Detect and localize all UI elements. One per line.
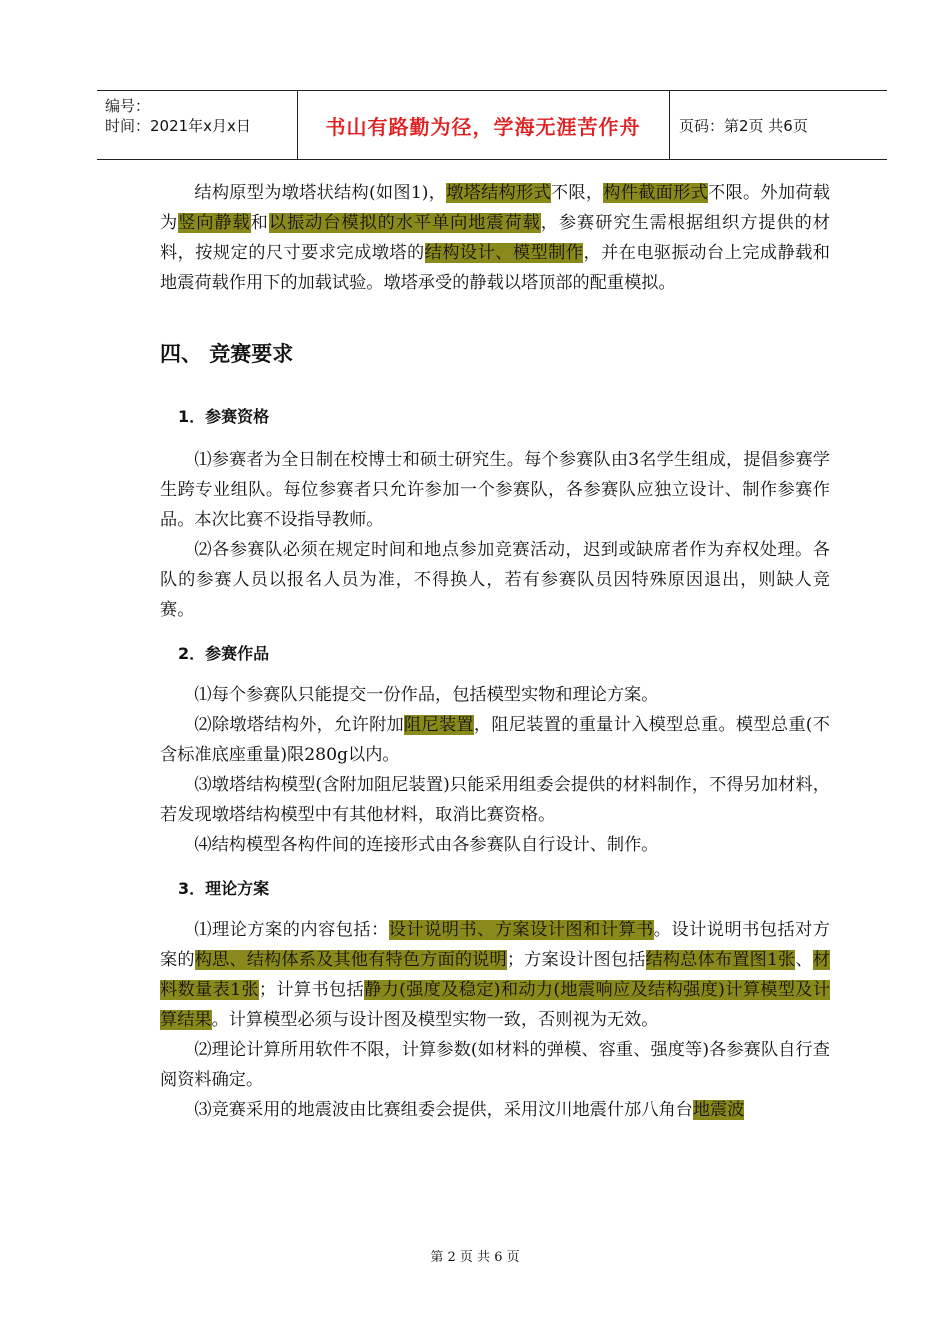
section-heading: 四、 竞赛要求 [160, 342, 294, 366]
time-label: 时间：2021年x月x日 [105, 117, 251, 135]
highlight: 阻尼装置 [404, 715, 474, 735]
subsection-heading: 1．参赛资格 [178, 407, 270, 426]
paragraph: ⑴理论方案的内容包括：设计说明书、方案设计图和计算书。设计说明书包括对方案的构思、结构体系及其他有特色方面的说明；方案设计图包括结构总体布置图1张、材料数量表1张；计算书包括静力(强度及稳定)和动力(地震响应及结构强度)计算模型及计算结果。计算模型必须与设计图及模型实物一致，否则视为无效。 [160, 920, 831, 1030]
intro-paragraph: 结构原型为墩塔状结构(如图1)，墩塔结构形式不限，构件截面形式不限。外加荷载为竖向静载和以振动台模拟的水平单向地震荷载，参赛研究生需根据组织方提供的材料，按规定的尺寸要求完成墩塔的结构设计、模型制作，并在电驱振动台上完成静载和地震荷载作用下的加载试验。墩塔承受的静载以塔顶部的配重模拟。 [160, 183, 830, 293]
paragraph: ⑶竞赛采用的地震波由比赛组委会提供，采用汶川地震什邡八角台地震波 [194, 1100, 745, 1120]
motto: 书山有路勤为径，学海无涯苦作舟 [297, 91, 670, 159]
highlight: 竖向静载 [178, 213, 251, 233]
paragraph: ⑶墩塔结构模型(含附加阻尼装置)只能采用组委会提供的材料制作，不得另加材料，若发现墩塔结构模型中有其他材料，取消比赛资格。 [160, 775, 830, 825]
highlight: 结构总体布置图1张 [645, 950, 796, 970]
highlight: 地震波 [692, 1100, 745, 1120]
highlight: 构思、结构体系及其他有特色方面的说明 [194, 950, 507, 970]
page-label: 页码：第2页 共6页 [679, 116, 808, 135]
highlight: 设计说明书、方案设计图和计算书 [388, 920, 654, 940]
paragraph: ⑷结构模型各构件间的连接形式由各参赛队自行设计、制作。 [194, 835, 659, 855]
paragraph: ⑵各参赛队必须在规定时间和地点参加竞赛活动，迟到或缺席者作为弃权处理。各队的参赛人员以报名人员为准，不得换人，若有参赛队员因特殊原因退出，则缺人竞赛。 [160, 540, 830, 620]
paragraph: ⑵除墩塔结构外，允许附加阻尼装置，阻尼装置的重量计入模型总重。模型总重(不含标准底座重量)限280g以内。 [160, 715, 830, 765]
subsection-heading: 3．理论方案 [178, 879, 270, 898]
highlight: 以振动台模拟的水平单向地震荷载 [268, 213, 541, 233]
highlight: 静力(强度及稳定)和动力(地震响应及结构强度)计算模型及计算结果 [160, 980, 831, 1030]
number-label: 编号： [105, 97, 151, 115]
paragraph: ⑴每个参赛队只能提交一份作品，包括模型实物和理论方案。 [194, 685, 659, 705]
document-body [160, 178, 830, 1125]
page-footer: 第 2 页 共 6 页 [430, 1250, 520, 1265]
highlight: 构件截面形式 [603, 183, 709, 203]
paragraph: ⑵理论计算所用软件不限，计算参数(如材料的弹模、容重、强度等)各参赛队自行查阅资料确定。 [160, 1040, 830, 1090]
highlight: 材料数量表1张 [160, 950, 830, 1000]
highlight: 墩塔结构形式 [446, 183, 551, 203]
page-header [97, 90, 887, 160]
header-meta-cell [97, 91, 298, 159]
highlight: 结构设计、模型制作 [424, 243, 584, 263]
subsection-heading: 2．参赛作品 [178, 644, 270, 663]
paragraph: ⑴参赛者为全日制在校博士和硕士研究生。每个参赛队由3名学生组成，提倡参赛学生跨专业组队。每位参赛者只允许参加一个参赛队，各参赛队应独立设计、制作参赛作品。本次比赛不设指导教师。 [160, 450, 830, 530]
